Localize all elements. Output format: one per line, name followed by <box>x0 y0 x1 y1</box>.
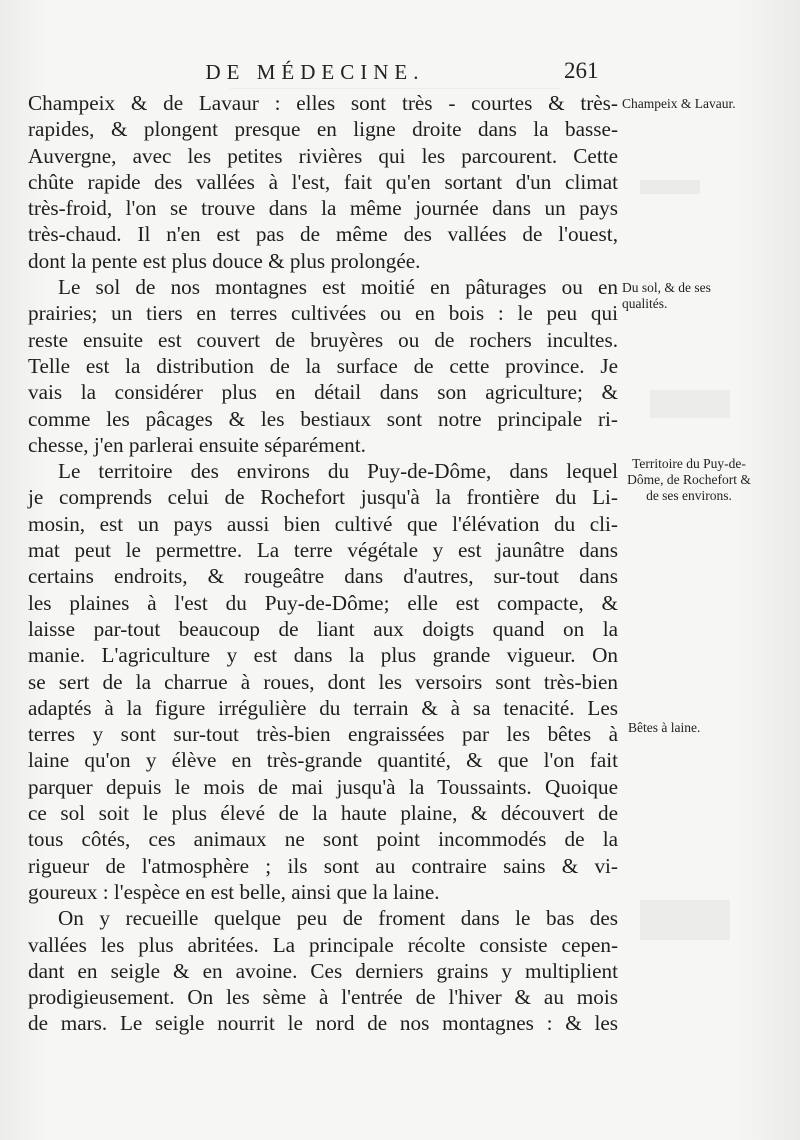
margin-note: Du sol, & de ses qualités. <box>622 280 711 311</box>
text-line: très-froid, l'on se trouve dans la même journée dans un pays <box>28 196 618 221</box>
text-line: mat peut le permettre. La terre végétale y est jaunâtre dans <box>28 538 618 563</box>
text-line: manie. L'agriculture y est dans la plus grande vigueur. On <box>28 643 618 668</box>
margin-note: Champeix & Lavaur. <box>622 96 736 111</box>
text-line: dont la pente est plus douce & plus prolongée. <box>28 248 421 273</box>
bleed-through-text <box>640 180 700 194</box>
text-line: de mars. Le seigle nourrit le nord de nos montagnes : & les <box>28 1011 618 1036</box>
margin-note: Bêtes à laine. <box>628 720 701 735</box>
text-line: certains endroits, & rougeâtre dans d'autres, sur-tout dans <box>28 564 618 589</box>
text-line: rigueur de l'atmosphère ; ils sont au contraire sains & vi- <box>28 853 618 878</box>
running-head: DE MÉDECINE. <box>205 60 425 84</box>
text-line: prodigieusement. On les sème à l'entrée de l'hiver & au mois <box>28 985 618 1010</box>
margin-note: Territoire du Puy-de-Dôme, de Rochefort & de ses environs. <box>627 456 751 503</box>
paragraph <box>28 458 618 905</box>
page-number: 261 <box>564 58 599 83</box>
bleed-through-text <box>650 390 730 418</box>
text-line: chesse, j'en parlerai ensuite séparément. <box>28 432 366 457</box>
text-line: prairies; un tiers en terres cultivées ou en bois : le peu qui <box>28 301 618 326</box>
text-line: mosin, est un pays aussi bien cultivé que l'élévation du cli- <box>28 511 618 536</box>
text-line: comme les pâcages & les bestiaux sont notre principale ri- <box>28 406 618 431</box>
text-line: Auvergne, avec les petites rivières qui les parcourent. Cette <box>28 143 618 168</box>
paragraph <box>28 90 618 274</box>
text-line: dant en seigle & en avoine. Ces derniers grains y multiplient <box>28 958 618 983</box>
text-line: parquer depuis le mois de mai jusqu'à la Toussaints. Quoique <box>28 774 618 799</box>
text-line: ce sol soit le plus élevé de la haute plaine, & découvert de <box>28 801 618 826</box>
text-line: se sert de la charrue à roues, dont les versoirs sont très-bien <box>28 669 618 694</box>
text-line: je comprends celui de Rochefort jusqu'à la frontière du Li- <box>28 485 618 510</box>
text-line: chûte rapide des vallées à l'est, fait qu'en sortant d'un climat <box>28 169 618 194</box>
text-line: vallées les plus abritées. La principale récolte consiste cepen- <box>28 932 618 957</box>
text-line: vais la considérer plus en détail dans son agriculture; & <box>28 380 618 405</box>
text-line: très-chaud. Il n'en est pas de même des vallées de l'ouest, <box>28 222 618 247</box>
text-line: goureux : l'espèce en est belle, ainsi que la laine. <box>28 879 440 904</box>
paragraph <box>28 274 618 458</box>
text-line: les plaines à l'est du Puy-de-Dôme; elle est compacte, & <box>28 590 618 615</box>
paragraph <box>28 905 618 1036</box>
bleed-through-text <box>640 900 730 940</box>
text-line: Le sol de nos montagnes est moitié en pâturages ou en <box>58 275 618 300</box>
text-line: reste ensuite est couvert de bruyères ou de rochers incultes. <box>28 327 618 352</box>
text-line: rapides, & plongent presque en ligne droite dans la basse- <box>28 117 618 142</box>
text-line: tous côtés, ces animaux ne sont point incommodés de la <box>28 827 618 852</box>
text-line: Le territoire des environs du Puy-de-Dôme, dans lequel <box>58 459 618 484</box>
text-line: laisse par-tout beaucoup de liant aux doigts quand on la <box>28 616 618 641</box>
text-line: adaptés à la figure irrégulière du terrain & à sa tenacité. Les <box>28 695 618 720</box>
body-text <box>28 90 618 1037</box>
text-line: Telle est la distribution de la surface de cette province. Je <box>28 353 618 378</box>
text-line: On y recueille quelque peu de froment dans le bas des <box>58 906 618 931</box>
text-line: laine qu'on y élève en très-grande quantité, & que l'on fait <box>28 748 618 773</box>
text-line: Champeix & de Lavaur : elles sont très - courtes & très- <box>28 91 618 115</box>
text-line: terres y sont sur-tout très-bien engraissées par les bêtes à <box>28 722 618 747</box>
